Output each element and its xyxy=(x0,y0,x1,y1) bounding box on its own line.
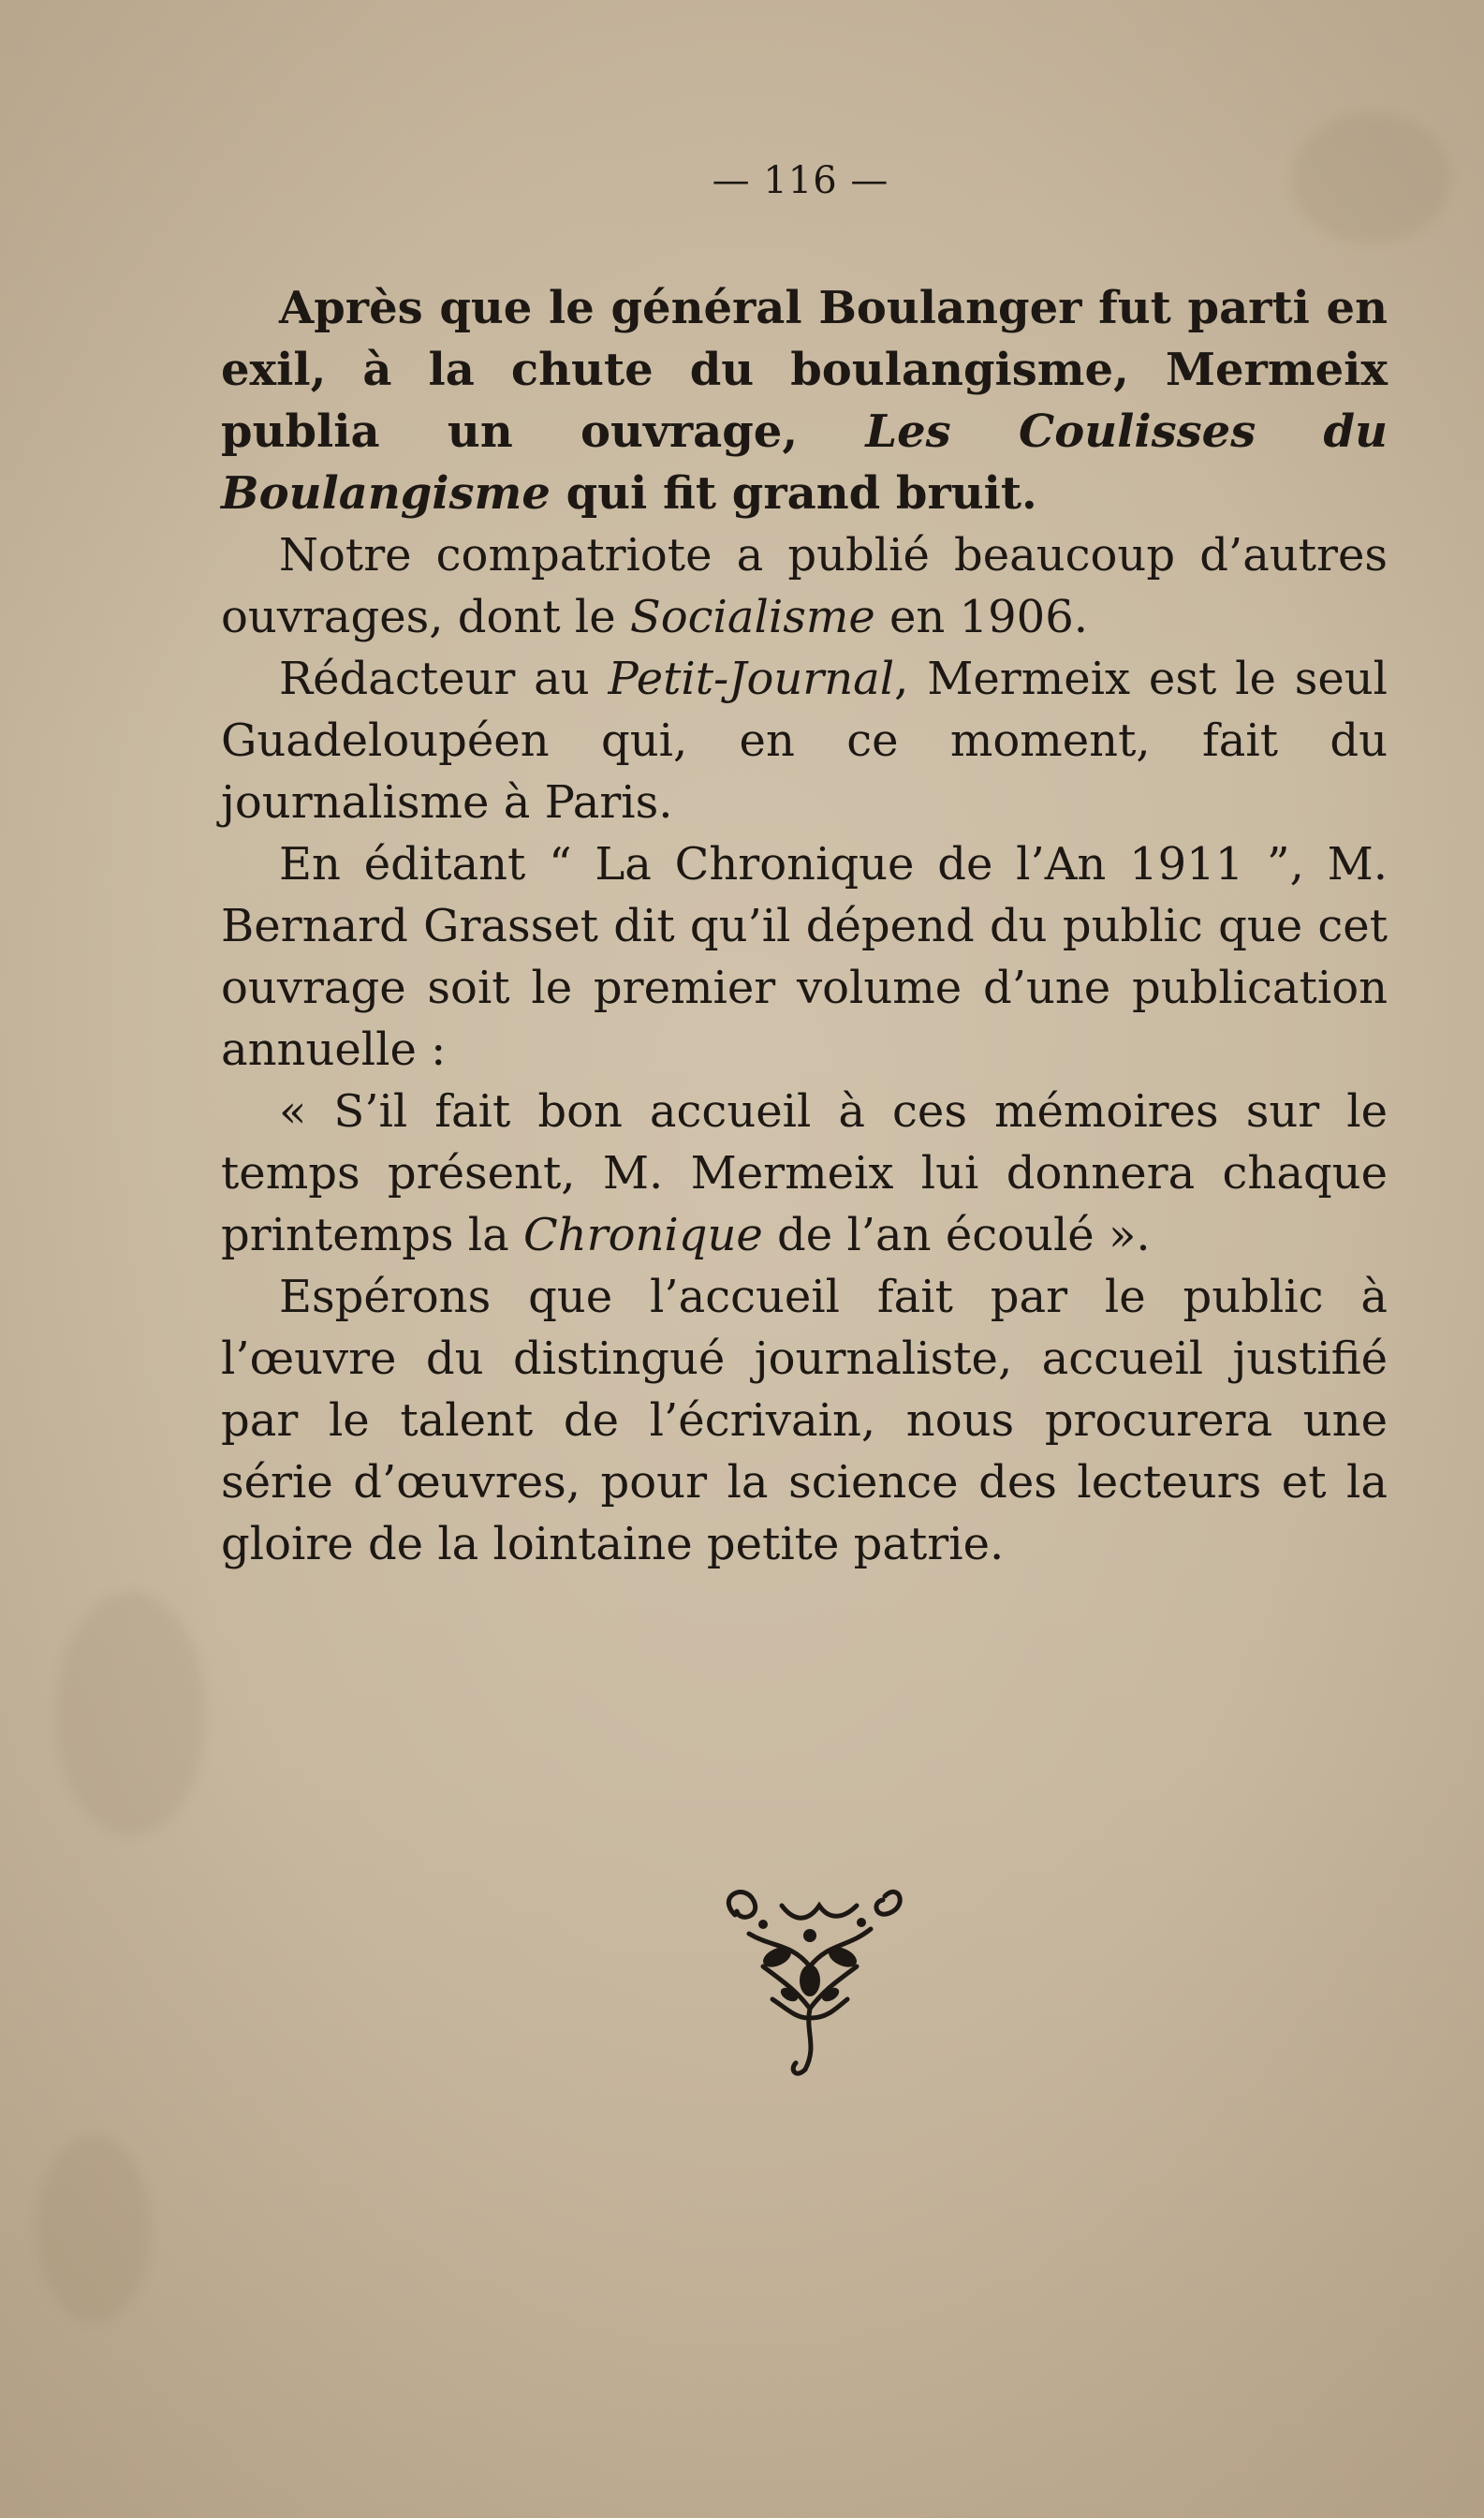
paper-stain xyxy=(56,1592,206,1835)
paragraph-4-text: En éditant “ La Chronique de l’An 1911 ”, M. Bernard Grasset dit qu’il dépend du public que cet ouvrage soit le premier volume d’une publication annuelle : xyxy=(221,838,1388,1076)
paragraph-6 xyxy=(221,1266,1388,1575)
paragraph-5-tail: de l’an écoulé ». xyxy=(762,1209,1151,1261)
paragraph-5-title: Chronique xyxy=(523,1209,763,1261)
body-text xyxy=(221,277,1388,1575)
paragraph-6-text: Espérons que l’accueil fait par le public à l’œuvre du distingué journaliste, accueil justifié par le talent de l’écrivain, nous procurera une série d’œuvres, pour la science des lecteurs et la gloire de la lointaine petite patrie. xyxy=(221,1271,1388,1570)
paragraph-3 xyxy=(221,648,1388,833)
paragraph-2 xyxy=(221,524,1388,648)
page-number: — 116 — xyxy=(712,159,889,202)
paragraph-4 xyxy=(221,833,1388,1081)
paragraph-3-title: Petit-Journal xyxy=(608,653,895,705)
paragraph-5-quote xyxy=(221,1081,1388,1266)
paragraph-5-text: « S’il fait bon accueil à ces mémoires sur le temps présent, M. Mermeix lui donnera chaque printemps la xyxy=(221,1085,1388,1261)
paragraph-3-text: Rédacteur au xyxy=(279,653,609,705)
paragraph-2-tail: en 1906. xyxy=(874,591,1089,643)
floral-vignette-icon xyxy=(707,1877,913,2088)
paragraph-1-tail: qui fit grand bruit. xyxy=(550,467,1037,520)
paragraph-1 xyxy=(221,277,1388,524)
paragraph-2-title: Socialisme xyxy=(629,591,875,643)
paragraph-3-tail: , Mermeix est le seul Guadeloupéen qui, en ce moment, fait du journalisme à Paris. xyxy=(221,653,1388,829)
paragraph-1-text: Après que le général Boulanger fut parti en exil, à la chute du boulangisme, Mermeix publia un ouvrage, xyxy=(221,282,1388,458)
paragraph-2-text: Notre compatriote a publié beaucoup d’autres ouvrages, dont le xyxy=(221,529,1388,643)
paragraph-1-title: Les Coulisses du Boulangisme xyxy=(221,405,1388,520)
paper-stain xyxy=(37,2135,150,2322)
